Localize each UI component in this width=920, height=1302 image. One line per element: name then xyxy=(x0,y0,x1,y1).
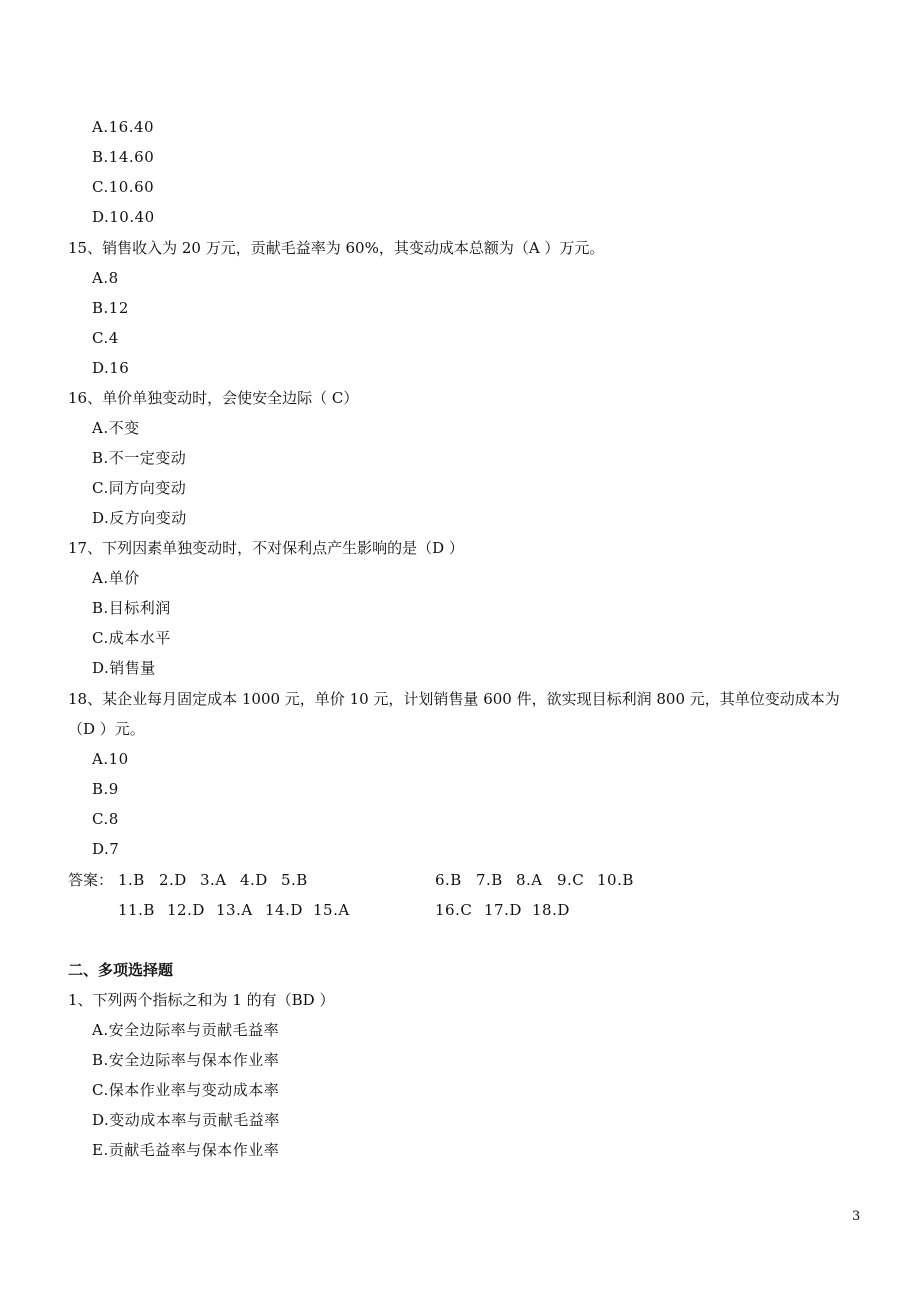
q17-option-c: C.成本水平 xyxy=(92,629,171,647)
q17-option-a: A.单价 xyxy=(92,569,140,587)
answer-item: 16.C xyxy=(435,901,473,919)
answer-item: 14.D xyxy=(265,901,303,919)
q18-option-b: B.9 xyxy=(92,780,119,798)
answer-item: 12.D xyxy=(167,901,205,919)
q16-option-d: D.反方向变动 xyxy=(92,509,187,527)
q15-option-a: A.8 xyxy=(92,269,119,287)
q16-text: 16、单价单独变动时，会使安全边际（ C） xyxy=(68,389,359,407)
answers-label: 答案： xyxy=(68,871,114,889)
s2-q1-option-b: B.安全边际率与保本作业率 xyxy=(92,1051,280,1069)
q16-option-a: A.不变 xyxy=(92,419,140,437)
section-heading: 二、多项选择题 xyxy=(68,961,174,979)
q14-option-a: A.16.40 xyxy=(92,118,155,136)
q14-option-c: C.10.60 xyxy=(92,178,155,196)
answer-item: 2.D xyxy=(159,871,187,889)
q18-text: 18、某企业每月固定成本 1000 元，单价 10 元，计划销售量 600 件，欲实现目标利润 800 元，其单位变动成本为 xyxy=(68,690,840,708)
answer-item: 4.D xyxy=(240,871,268,889)
q18-option-a: A.10 xyxy=(92,750,129,768)
q18-option-c: C.8 xyxy=(92,810,119,828)
answer-item: 13.A xyxy=(216,901,253,919)
s2-q1-option-d: D.变动成本率与贡献毛益率 xyxy=(92,1111,280,1129)
answer-item: 18.D xyxy=(532,901,570,919)
q14-option-b: B.14.60 xyxy=(92,148,155,166)
q16-option-c: C.同方向变动 xyxy=(92,479,187,497)
answer-item: 10.B xyxy=(597,871,634,889)
answer-item: 17.D xyxy=(484,901,522,919)
page-number: 3 xyxy=(852,1209,861,1224)
answer-item: 11.B xyxy=(118,901,155,919)
s2-q1-option-c: C.保本作业率与变动成本率 xyxy=(92,1081,280,1099)
q18-option-d: D.7 xyxy=(92,840,120,858)
answer-item: 7.B xyxy=(476,871,503,889)
answer-item: 1.B xyxy=(118,871,145,889)
q17-option-d: D.销售量 xyxy=(92,659,156,677)
answer-item: 3.A xyxy=(200,871,227,889)
answer-item: 8.A xyxy=(516,871,543,889)
q18-text-continued: （D ）元。 xyxy=(68,720,145,738)
q15-option-b: B.12 xyxy=(92,299,129,317)
q16-option-b: B.不一定变动 xyxy=(92,449,187,467)
s2-q1-text: 1、下列两个指标之和为 1 的有（BD ） xyxy=(68,991,335,1009)
q17-text: 17、下列因素单独变动时，不对保利点产生影响的是（D ） xyxy=(68,539,464,557)
q15-option-d: D.16 xyxy=(92,359,130,377)
answer-item: 9.C xyxy=(557,871,585,889)
answer-item: 6.B xyxy=(435,871,462,889)
answer-item: 5.B xyxy=(281,871,308,889)
q14-option-d: D.10.40 xyxy=(92,208,155,226)
answer-item: 15.A xyxy=(313,901,350,919)
q15-text: 15、销售收入为 20 万元，贡献毛益率为 60%，其变动成本总额为（A ）万元。 xyxy=(68,239,605,257)
q15-option-c: C.4 xyxy=(92,329,119,347)
s2-q1-option-a: A.安全边际率与贡献毛益率 xyxy=(92,1021,280,1039)
q17-option-b: B.目标利润 xyxy=(92,599,171,617)
s2-q1-option-e: E.贡献毛益率与保本作业率 xyxy=(92,1141,280,1159)
